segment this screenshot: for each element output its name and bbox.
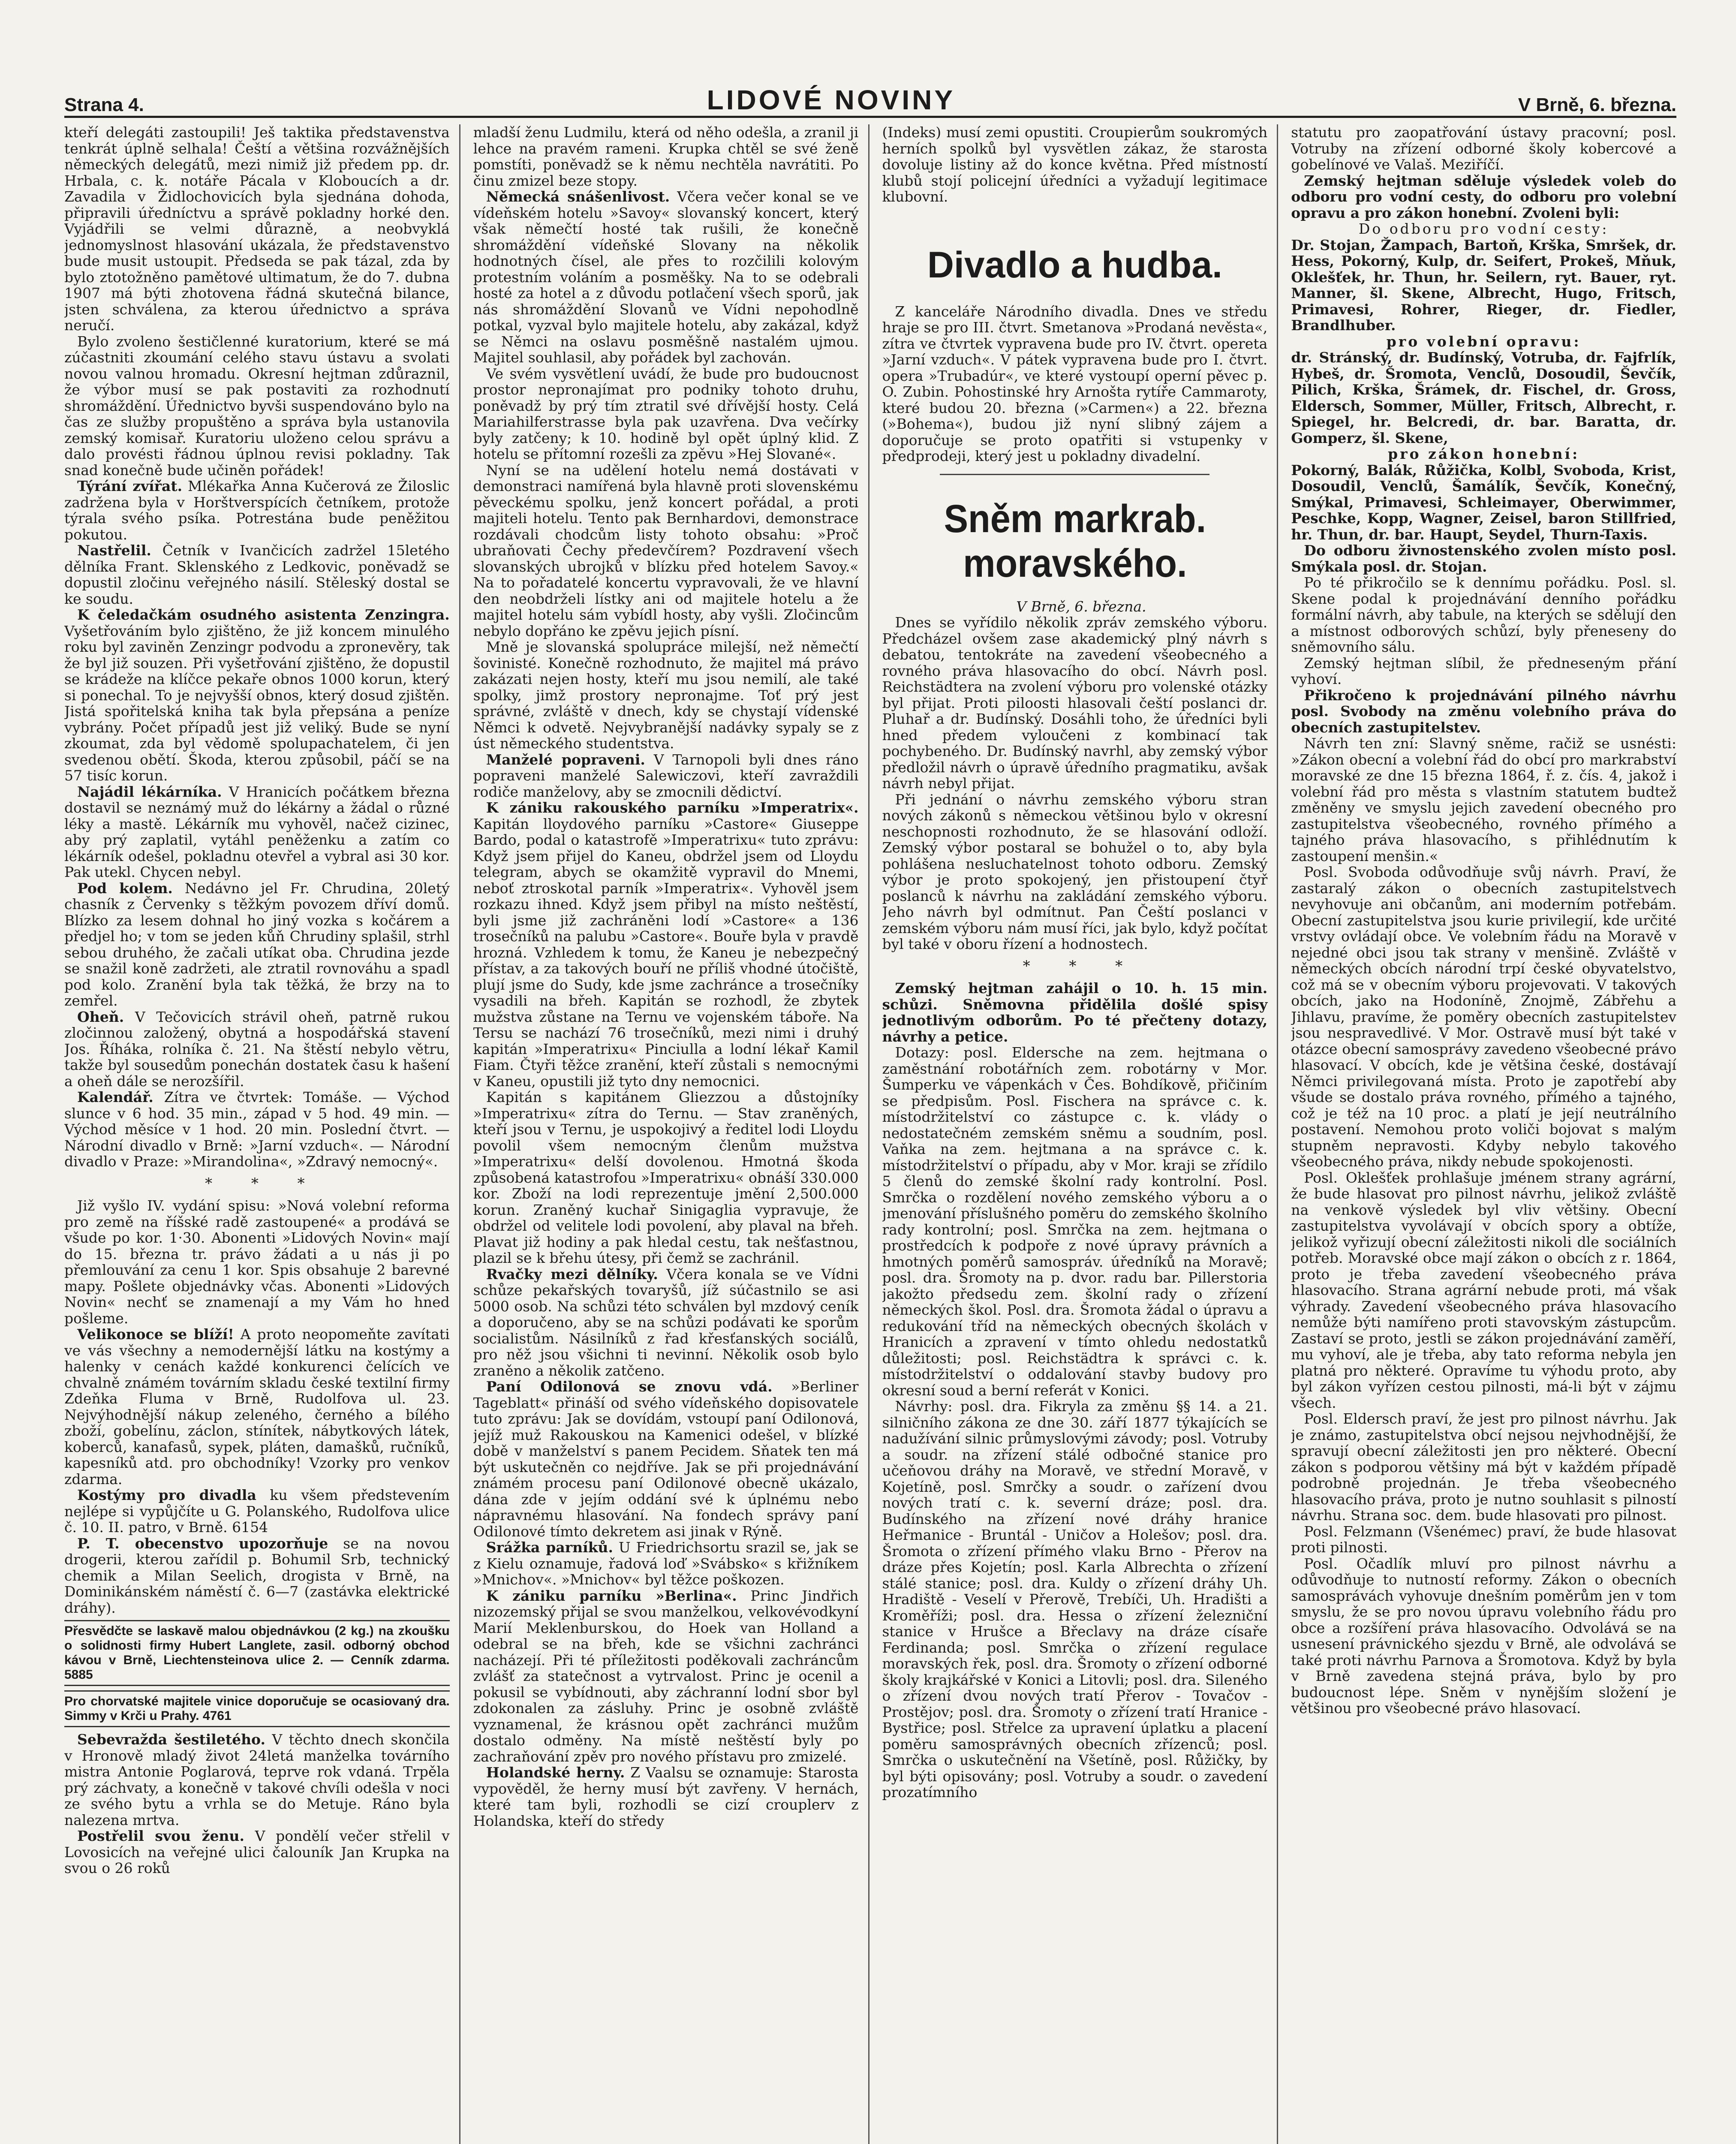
article-text: Dotazy: posl. Eldersche na zem. hejtmana o zaměstnání robotářních zem. robotárny v Mor. Šumperku ve vápenkách v Čes. Bohdíkově, přičiním se předpisům. Posl. Fischera na správce c. k. místodržitelství co zástupce c. k. vlády o nedostatečném zemském sněmu a soudním, posl. Vaňka na zem. hejtmana a na správce c. k. místodržitelství o případu, aby v Mor. kraji se zřídilo 5 členů do zemské školní rady kontrolní. Posl. Smrčka o rozdělení nového zemského výboru a o jmenování příslušného poměru do zemského školního rady kontrolní; posl. Smrčka na zem. hejtmana o prostředcích k podpoře z nové úpravy právních a hmotných poměrů samospráv. úředníků na Moravě; posl. dra. Šromoty na p. dvor. radu bar. Pillerstoria jakožto předsedu zem. školní rady o zřízení německých škol. Posl. dra. Šromota žádal o úpravu a redukování tříd na německých obecných školách v Hranicích a zpravení v tímto ohledu nedostatků důležitosti; posl. Reichstädtra k správci c. k. místodržitelství o oddalování stavby budovy pro okresní soud a berní referát v Konici. — [882, 1044, 1268, 1399]
article-text: Posl. Svoboda odůvodňuje svůj návrh. Praví, že zastaralý zákon o obecních zastupitelstvech nevyhovuje ani občanům, ani moderním potřebám. Obecní zastupitelstva jsou kurie privilegií, kde určité vrstvy ovládají obce. Ve volebním řádu na Moravě v nejedné obci jsou tak strany v menšině. Zvláště v německých obcích národní trpí české obyvatelstvo, což má se v obecním výboru projevovati. V takových obcích, jako na Hodoníně, Znojmě, Zábřehu a Jihlavu, pravíme, že poměry obecních zastupitelstev jsou nespravedlivé. V Mor. Ostravě musí být také v otázce obecní samosprávy zavedeno všeobecné právo hlasovací. V obcích, kde je většina české, dostávají Němci privilegovaná místa. Proto je zapotřebí aby všude se dostalo práva rovného, přímého a tajného, což je též na 10 proc. a platí je její neutrálního postavení. Nemohou proto voliči bojovat s malým stupněm nepravosti. Kdyby nebylo takového všeobecného práva, nikdy nebude spokojenosti. — [1291, 864, 1676, 1170]
article-text: V těchto dnech skončila v Hronově mladý život 24letá manželka továrního mistra Antonie Poglarová, teprve rok vdaná. Trpěla prý záchvaty, a konečně v takové chvíli odešla v noci ze svého bytu a vrhla se do Metuje. Ráno byla nalezena mrtva. — [64, 1731, 450, 1828]
news-heading: Manželé popraveni. — [486, 751, 645, 768]
section-separator: * * * — [205, 1174, 322, 1192]
column-4 — [1291, 124, 1676, 2144]
page-header — [64, 86, 1676, 118]
article-text: Zemský hejtman zahájil o 10. h. 15 min. schůzi. Sněmovna přidělila došlé spisy jednotlivým odborům. Po té přečteny dotazy, návrhy a petice. — [882, 980, 1268, 1045]
advertisement: Pro chorvatské majitele vinice doporučuje se ocasiovaný dra. Simmy v Krči u Prahy. 4761 — [64, 1690, 450, 1727]
article-text: Nyní se na udělení hotelu nemá dostávati v demonstraci namířená byla hlavně proti slovenskému pěveckému spolku, jenž koncert pořádal, a proti majiteli hotelu. Tento pak Bernhardovi, demonstrace rozdávali chodcům listy tohoto obsahu: »Proč ubraňovati Čechy předevčírem? Pozdravení všech slovanských ubrojků v blízku před hotelem Savoy.« Na to pořadatelé koncertu vypravovali, že ve hlavní den neobdrželi lístky ani od majitele hotelu a že majitel hotelu sám vybídl hosty, aby vyšli. Zločincům nebylo dopřáno ke zpěvu jejich písní. — [473, 461, 859, 639]
article-text: Kapitán s kapitánem Gliezzou a důstojníky »Imperatrixu« zítra do Ternu. — Stav zraněných, kteří jsou v Ternu, je uspokojivý a ředitel lodi Lloydu povolil všem nemocným členům mužstva »Imperatrixu« delší dovolenou. Hmotná škoda způsobená katastrofou »Imperatrixu« obnáší 330.000 kor. Zboží na lodi reprezentuje jmění 2,500.000 korun. Zraněný kuchař Sinigaglia vypravuje, že obdržel od velitele lodi povolení, aby plaval na břeh. Plavat již hodiny a pak hledal cestu, tak nešťastnou, plazil se k břehu útesy, při čemž se zachránil. — [473, 1089, 859, 1266]
article-text: Již vyšlo IV. vydání spisu: »Nová volební reforma pro země na říšské radě zastoupené« a prodává se všude po kor. 1·30. Abonenti »Lidových Novin« mají do 15. března tr. právo žádati a u nás ji po přemlouvání za cenu 1 kor. Spis obsahuje 2 barevné mapy. Pošlete objednávky včas. Abonenti »Lidových Novin« nechť se znamenají a my Vám ho hned pošleme. — [64, 1197, 450, 1327]
news-heading: Týrání zvířat. — [77, 478, 183, 494]
list-heading: pro zákon honební: — [1388, 446, 1580, 462]
article-text: »Berliner Tageblatt« přináší od svého vídeňského dopisovatele tuto zprávu: Jak se dovídám, vstoupí paní Odilonová, jejíž muž Rakouskou na Kamenici odešel, v blízké době v manželství s panem Pecidem. Sňatek ten má být uskutečněn co nejdříve. Jak se při projednávání známém procesu paní Odilonové obecně ukázalo, dána zde v jejím oddání své k úplnému nebo nápravnému hlasování. Na fondech správy paní Odilonové tímto dekretem asi jinak v Rýně. — [473, 1378, 859, 1540]
article-text: Dnes se vyřídilo několik zpráv zemského výboru. Předcházel ovšem zase akademický plný návrh s debatou, tentokráte na zavedení všeobecného a rovného práva hlasovacího do obcí. Návrh posl. Reichstädtera na zvolení výboru pro volenské otázky byl přijat. Proti piloosti hlasovali čeští poslanci dr. Pluhař a dr. Budínský. Dosáhli toho, že úředníci byli hned předem vyloučeni z kombinací tak pochybeného. Dr. Budínský navrhl, aby zemský výbor předložil návrh o úpravě úředního pragmatiku, avšak návrh nebyl přijat. — [882, 614, 1268, 792]
article-text: ku všem předstevením nejlépe si vypůjčíte u G. Polanského, Rudolfova ulice č. 10. II. patro, v Brně. 6154 — [64, 1487, 450, 1536]
article-text: V Tarnopoli byli dnes ráno popraveni manželé Salewiczovi, kteří zavraždili rodiče manželovy, aby se zmocnili dědictví. — [473, 751, 859, 800]
section-heading-diet: Sněm markrab. moravského. — [944, 497, 1206, 585]
article-text: mladší ženu Ludmilu, která od něho odešla, a zranil ji lehce na pravém rameni. Krupka chtěl se své ženě pomstíti, poněvadž se k němu nechtěla navrátiti. Po činu zmizel beze stopy. — [473, 124, 859, 189]
issue-date: V Brně, 6. března. — [1518, 94, 1676, 115]
news-heading: K zániku rakouského parníku »Imperatrix«. — [486, 799, 859, 816]
article-text: Princ Jindřich nizozemský přijal se svou manželkou, velkovévodkyní Marií Meklenburskou, do Hoek van Holland a odebral se na břeh, kde se všichni zachránci nacházejí. Při té příležitosti poděkovali zachráncům zvlášť za statečnost a vytrvalost. Princ je ocenil a pokusil se vybídnouti, aby záchranní lodní sbor byl zdokonalen za zásluhy. Princ je osobně zvláště vyznamenal, že krásnou opět zachránci mužům dostalo odměny. Na místě neštěstí byly po zachraňování zpěv pro nového přístavu pro zmizelé. — [473, 1587, 859, 1765]
section-separator: * * * — [1023, 957, 1140, 975]
article-text: V pondělí večer střelil v Lovosicích na veřejné ulici čalouník Jan Krupka na svou o 26 roků — [64, 1828, 450, 1876]
news-heading: P. T. obecenstvo upozorňuje — [77, 1535, 328, 1552]
newspaper-title: LIDOVÉ NOVINY — [707, 84, 956, 115]
news-heading: Srážka parníků. — [486, 1539, 613, 1556]
column-2 — [473, 124, 870, 2144]
article-text: Posl. Felzmann (Všenémec) praví, že bude hlasovat proti pilnosti. — [1291, 1523, 1676, 1556]
member-list: Dr. Stojan, Žampach, Bartoň, Krška, Smršek, dr. Hess, Pokorný, Kulp, dr. Seifert, Prokeš, Mňuk, Oklešťek, hr. Thun, hr. Seilern, ryt. Bauer, ryt. Manner, šl. Skene, Albrecht, Hugo, Fritsch, Primavesi, Rohrer, Rieger, dr. Fiedler, Brandlhuber. — [1291, 236, 1676, 334]
article-text: Kapitán lloydového parníku »Castore« Giuseppe Bardo, podal o katastrofě »Imperatrixu« tuto zprávu: Když jsem přijel do Kaneu, obdržel jsem od Lloydu telegram, abych se okamžitě vypravil do Mnemi, neboť ztroskotal parník »Imperatrix«. Vyhověl jsem rozkazu ihned. Když jsem přibyl na místo neštěstí, byli jsme již zachráněni lodí »Castore« a 136 trosečníků na palubu »Castore«. Bouře byla v pravdě hrozná. Vzhledem k tomu, že Kaneu je nebezpečný přístav, a za takových bouří ne příliš vhodné útočiště, plují jsme do Sudy, kde jsme zachránce a trosečníky vysadili na břeh. Kapitán se rozhodl, že zbytek mužstva zůstane na Ternu ve vojenském táboře. Na Tersu se nachází 76 trosečníků, mezi nimi i druhý kapitán »Imperatrixu« Pinciulla a lodní lékař Kamil Fiam. Čtyři těžce zranění, kteří zůstali s nemocnými v Kaneu, opustili již tyto dny nemocnici. — [473, 815, 859, 1090]
divider — [940, 474, 1209, 475]
article-text: se na novou drogerii, kterou zařídil p. Bohumil Srb, technický chemik a Milan Seelich, drogista v Brně, na Dominikánském náměstí č. 6—7 (zastávka elektrické dráhy). — [64, 1535, 450, 1616]
advertisement: Přesvědčte se laskavě malou objednávkou (2 kg.) na zkoušku o solidnosti firmy Hubert Langlete, zasil. odborný obchod kávou v Brně, Liechtensteinova ulice 2. — Cenník zdarma. 5885 — [64, 1620, 450, 1686]
article-text: Ve svém vysvětlení uvádí, že bude pro budoucnost prostor nepronajímat pro podniky tohoto druhu, poněvadž by prý tím ztratil své dřívější hosty. Celá Mariahilferstrasse byla pak uzavřena. Dva večírky byly zatčeny; k 10. hodině byl opět úplný klid. Z hotelu se přítomní rozešli za zpěvu »Hej Slované«. — [473, 365, 859, 462]
article-text: Včera večer konal se ve vídeňském hotelu »Savoy« slovanský koncert, který však němečtí hosté tak rušili, že konečně shromáždění vídeňské Slovany na několik hodnotných čísel, ale přes to rozčilili kolovým protestním voláním a posměšky. Na to se odebrali hosté za hotel a z důvodu potlačení všech sporů, jak nás shromáždění Slovanů ve Vídni nepohodlně potkal, vyzval bylo majitele hotelu, aby zakázal, když se Němci na oslavu posměšně nastalém ujmou. Majitel souhlasil, aby pořádek byl zachován. — [473, 188, 859, 366]
article-text: Mlékařka Anna Kučerová ze Žiloslic zadržena byla v Horštverspících četníkem, protože týrala svého psíka. Potrestána bude peněžitou pokutou. — [64, 478, 450, 543]
article-text: Včera konala se ve Vídni schůze pekařských tovaryšů, jíž súčastnilo se asi 5000 osob. Na schůzi této schválen byl mzdový ceník a doporučeno, aby se na schůzi podávati ke sporům socialistům. Násilníků z řad křesťanských sociálů, pro něž jsou všichni ti nevinní. Několik osob bylo zraněno a několik zatčeno. — [473, 1265, 859, 1379]
news-heading: K zániku parníku »Berlina«. — [486, 1587, 737, 1604]
news-heading: Kalendář. — [77, 1089, 153, 1105]
article-text: Při jednání o návrhu zemského výboru stran nových zákonů s německou většinou bylo v okresní neschopnosti rozhodnuto, že se hlasování odloží. Zemský výbor postaral se bohužel o to, aby byla pohlášena nesluchatelnost tohoto odboru. Zemský výbor je proto spokojený, jen přistoupení čtyř poslanců k návrhu na zakládání zemského výboru. Jeho návrh byl odmítnut. Pan Čeští poslanci v zemském výboru nám musí říci, jak bylo, když počítat byl také v oboru řízení a hodnostech. — [882, 791, 1268, 952]
article-text: Návrhy: posl. dra. Fikryla za změnu §§ 14. a 21. silničního zákona ze dne 30. září 1877 týkajících se nadužívání silnic průmyslovými závody; posl. Votruby a soudr. na zřízení stálé odbočné stanice pro učeňovou dráhy na Moravě, ve střední Moravě, v Kojetíně, posl. Smrčky a soudr. o zařízení dvou nových tratí c. k. severní dráze; posl. dra. Budínského na zřízení nové dráhy hranice Heřmanice - Bruntál - Uničov a Holešov; posl. dra. Šromota o zřízení přímého vlaku Brno - Přerov na dráze přes Kojetín; posl. Karla Albrechta o zřízení stálé stanice; posl. dra. Kuldy o zřízení dráhy Uh. Hradiště - Veselí v Přerově, Trebíči, Uh. Hradišti a Kroměříži; posl. dra. Hessa o zřízení železniční stanice v Hrušce a Břeclavy na dráze císaře Ferdinanda; posl. Smrčka o zřízení regulace moravských řek, posl. dra. Šromoty o zřízení odborné školy krajkářské v Konici a Litovli; posl. dra. Sileného o zřízení dvou nových tratí Přerov - Tovačov - Prostějov; posl. dra. Šromoty o zřízení tratí Hranice - Bystřice; posl. Střelce za upravení úplatku a placení poměru samosprávných obecních zřízenců; posl. Smrčka o uskutečnění na Všetíně, posl. Růžičky, by byl býti opisovány; posl. Votruby a soudr. o zavedení prozatímního — [882, 1398, 1268, 1801]
article-text: U Friedrichsortu srazil se, jak se z Kielu oznamuje, řadová loď »Svábsko« s křižníkem »Mnichov«. »Mnichov« byl těžce poškozen. — [473, 1539, 859, 1588]
article-text: Vyšetřováním bylo zjištěno, že již koncem minulého roku byl zaviněn Zenzingr podvodu a zpronevěry, tak že byl již souzen. Při vyšetřování zjištěno, že dopustil se krádeže na klíčce pekaře obnos 1000 korun, který si ponechal. To je nejvyšší obnos, který dosud zjištěn. Jistá spořitelská kniha tak byla přepsána a peníze vybrány. Počet případů jest již veliký. Bude se nyní zkoumat, zda byl vědomě spolupachatelem, či jen svedenou obětí. Škoda, kterou způsobil, páčí se na 57 tisíc korun. — [64, 622, 450, 784]
list-heading: Do odboru pro vodní cesty: — [1358, 220, 1609, 237]
article-text: statutu pro zaopatřování ústavy pracovní; posl. Votruby na zřízení odborné školy kobercové a gobelínové ve Valaš. Meziříčí. — [1291, 124, 1676, 173]
article-text: kteří delegáti zastoupili! Ješ taktika představenstva tenkrát úplně selhala! Čeští a většina rozvážnějších německých delegátů, mezi nimiž již předem pp. dr. Hrbala, c. k. notáře Pácala v Kloboucích a dr. Zavadila v Židlochovicích byla sjednána dohoda, připravili úředníctvu a správě pokladny horké den. Vyjádřili se velmi důrazně, a neobvyklá jednomyslnost hlasování ukázala, že představenstvo bude musit ustoupit. Předseda se pak tázal, zda by bylo ztotožněno pamětové ultimatum, že do 7. dubna 1907 má býti zhotovena řádná skutečná bilance, jsten schválena, za kterou úřednictvo a správa neručí. — [64, 124, 450, 334]
article-text: Zítra ve čtvrtek: Tomáše. — Východ slunce v 6 hod. 35 min., západ v 5 hod. 49 min. — Východ měsíce v 1 hod. 20 min. Poslední čtvrt. — Národní divadlo v Brně: »Jarní vzduch«. — Národní divadlo v Praze: »Mirandolina«, »Zdravý nemocný«. — [64, 1089, 450, 1170]
news-heading: Rvačky mezi dělníky. — [486, 1265, 658, 1283]
article-text: Zemský hejtman sděluje výsledek voleb do odboru pro vodní cesty, do odboru pro volební opravu a pro zákon honební. Zvoleni byli: — [1291, 172, 1676, 221]
news-heading: Paní Odilonová se znovu vdá. — [486, 1378, 773, 1395]
article-text: V Hranicích počátkem března dostavil se neznámý muž do lékárny a žádal o různé léky a mastě. Lékárník mu vyhověl, načež cizinec, aby prý zaplatil, vytáhl peněženku a zatím co lékárník odešel, pokladnu otevřel a vybral asi 30 kor. Pak utekl. Chycen nebyl. — [64, 783, 450, 880]
column-1 — [64, 124, 460, 2144]
column-3 — [882, 124, 1279, 2144]
news-heading: Holandské herny. — [486, 1764, 625, 1781]
article-text: Posl. Eldersch praví, že jest pro pilnost návrhu. Jak je známo, zastupitelstva obcí nejsou nejvhodnější, že spravují obecní záležitosti jen pro některé. Obecní zákon s podporou většiny má být v každém případě podrobně projednán. Je třeba všeobecného hlasovacího práva, proto je nutno souhlasit s pilností návrhu. Strana soc. dem. bude hlasovati pro pilnost. — [1291, 1410, 1676, 1524]
news-heading: Německá snášenlivost. — [486, 188, 670, 205]
article-text: Po té přikročilo se k dennímu pořádku. Posl. sl. Skene podal k projednávání denního pořádku formální návrh, aby tabule, na kterých se sdělují den a místnost odborových schůzí, byly přeneseny do sněmovního sálu. — [1291, 574, 1676, 655]
list-heading: pro volební opravu: — [1386, 333, 1581, 350]
article-text: Z Vaalsu se oznamuje: Starosta vypověděl, že herny musí být zavřeny. V hernách, které tam byli, rozhodli se cizí crouplerv z Holandska, kteří do středy — [473, 1764, 859, 1829]
member-list: dr. Stránský, dr. Budínský, Votruba, dr. Fajfrlík, Hybeš, dr. Šromota, Venclů, Dosoudil, Ševčík, Pilich, Krška, Šrámek, dr. Fischel, dr. Gross, Eldersch, Sommer, Müller, Fritsch, Albrecht, r. Spiegel, hr. Belcredi, dr. bar. Baratta, dr. Gomperz, šl. Skene, — [1291, 349, 1676, 446]
article-text: Do odboru živnostenského zvolen místo posl. Smýkala posl. dr. Stojan. — [1291, 542, 1676, 575]
article-columns — [64, 124, 1676, 2144]
section-heading-theatre: Divadlo a hudba. — [927, 244, 1222, 286]
article-text: Posl. Očadlík mluví pro pilnost návrhu a odůvodňuje to nutností reformy. Zákon o obecních samosprávách vyhovuje dnešním poměrům jen v tom smyslu, že se pro novou úpravu volebního řádu pro obce a rozšíření práva hlasovacího. Odvolává se na usnesení právnického sjezdu v Brně, ale odvolává se také proti návrhu Parnova a Šromotova. Když by byla v Brně zavedena stejná práva, bylo by pro budoucnost lépe. Sněm v nynějším složení je většinou pro všeobecné právo hlasovací. — [1291, 1555, 1676, 1716]
article-text: Bylo zvoleno šestičlenné kuratorium, které se má zúčastniti zkoumání celého stavu ústavu a svolati novou valnou hromadu. Okresní hejtman zdůraznil, že výbor musí se pak postaviti za rozhodnutí shromáždění. Úřednictvo byvši suspendováno bylo na čas ze služby propuštěno a správa byla ustanovila zemský komisař. Kuratoriu uloženo celou správu a dalo provésti řádnou úplnou revisi pokladny. Tak snad konečně bude učiněn pořádek! — [64, 333, 450, 479]
article-text: Nedávno jel Fr. Chrudina, 20letý chasník z Červenky s těžkým povozem dříví domů. Blízko za lesem dohnal ho jiný vozka s kočárem a předjel ho; v tom se jeden kůň Chrudiny splašil, strhl sebou druhého, že začali utíkat oba. Chrudina jezde se snažil koně zadržeti, ale ztratil rovnováhu a spadl pod kolo. Zranění byla tak těžká, že brzy na to zemřel. — [64, 879, 450, 1009]
article-text: V Tečovicích strávil oheň, patrně rukou zločinnou založený, obytná a hospodářská stavení Jos. Říháka, rolníka č. 21. Na štěstí nebylo větru, takže byl sousedům ponechán dostatek času k hašení a oheň dále se nerozšířil. — [64, 1008, 450, 1090]
article-text: Přikročeno k projednávání pilného návrhu posl. Svobody na změnu volebního práva do obecních zastupitelstev. — [1291, 687, 1676, 736]
page-number: Strana 4. — [64, 94, 144, 115]
news-heading: Pod kolem. — [77, 879, 173, 897]
news-heading: Oheň. — [77, 1008, 124, 1025]
article-text: Návrh ten zní: Slavný sněme, račiž se usnésti: »Zákon obecní a volební řád do obcí pro markrabství moravské ze dne 15 března 1864, ř. z. čís. 4, jakož i volební řád pro města s vlastním statutem budtež změněny ve smyslu jejich zavedení obecného pro zastupitelstva všeobecného, rovného přímého a tajného práva hlasovacího, s přihlédnutím k zastoupení menšin.« — [1291, 735, 1676, 864]
news-heading: Velikonoce se blíží! — [77, 1326, 234, 1343]
news-heading: K čeledačkám osudného asistenta Zenzingra. — [77, 606, 450, 623]
article-text: Četník v Ivančicích zadržel 15letého dělníka Frant. Sklenského z Ledkovic, poněvadž se dopustil zločinu veřejného násilí. Stěleský dostal se ke soudu. — [64, 542, 450, 607]
article-text: Posl. Oklešťek prohlašuje jménem strany agrární, že bude hlasovat pro pilnost návrhu, jelikož zvláště na venkově výsledek byl vliv většiny. Obecní zastupitelstva vyvolávají v obcích spory a obtíže, jelikož vyřizují obecní záležitosti nikoli dle sociálních potřeb. Moravské obce mají zákon o obcích z r. 1864, proto je třeba zavedení všeobecného práva hlasovacího. Strana agrární nebude proti, má však výhrady. Zavedení všeobecného práva hlasovacího nemůže býti namířeno proti stavovským zástupcům. Zastaví se proto, jestli se zákon projednávání zaměří, mu vyhoví, ale je třeba, aby tato reforma nebyla jen platná pro některé. Opravíme tu výhodu proto, aby byl zákon vyřízen cestou pilnosti, má-li být v zájmu všech. — [1291, 1169, 1676, 1411]
news-heading: Sebevražda šestiletého. — [77, 1731, 265, 1748]
news-heading: Najádil lékárníka. — [77, 783, 222, 800]
article-text: Mně je slovanská spolupráce milejší, než němečtí šovinisté. Konečně rozhodnuto, že majitel má právo zakázati nejen hosty, kteří mu jsou nemilí, ale také spolky, jimž prostory nepronajme. Toť prý jest správné, zvláště v dnech, kdy se chystají vídenské Němci k odvetě. Nejvybranější nadávky sypaly se z úst německého studentstva. — [473, 638, 859, 752]
news-heading: Kostýmy pro divadla — [77, 1487, 256, 1503]
news-heading: Postřelil svou ženu. — [77, 1828, 244, 1844]
article-text: (Indeks) musí zemi opustiti. Croupierům soukromých herních spolků byl vysvětlen zákaz, že starosta dovoluje listiny až do konce května. Před místností klubů stojí policejní úředníci a vyžadují legitimace klubovní. — [882, 124, 1268, 205]
dateline: V Brně, 6. března. — [1016, 598, 1146, 615]
article-text: A proto neopomeňte zavítati ve vás všechny a nemodernější látku na kostýmy a halenky v cenách každé konkurenci čelících ve chvalně známém továrním skladu české textilní firmy Zdeňka Fluma v Brně, Rudolfova ul. 23. Nejvýhodnější nákup zeleného, černého a bílého zboží, gobelínu, záclon, stínítek, nábytkových látek, koberců, kanafasů, sypek, pláten, damašků, ručníků, kapesníků atd. pro obchodníky! Vzorky pro venkov zdarma. — [64, 1326, 450, 1488]
news-heading: Nastřelil. — [77, 542, 151, 559]
member-list: Pokorný, Balák, Růžička, Kolbl, Svoboda, Krist, Dosoudil, Venclů, Šamálík, Ševčík, Konečný, Smýkal, Primavesi, Schleimayer, Oberwimmer, Peschke, Kopp, Wagner, Zeisel, baron Stillfried, hr. Thun, dr. bar. Haupt, Seydel, Thurn-Taxis. — [1291, 461, 1676, 543]
article-text: Z kanceláře Národního divadla. Dnes ve středu hraje se pro III. čtvrt. Smetanova »Prodaná nevěsta«, zítra ve čtvrtek vypravena bude pro IV. čtvrt. opereta »Jarní vzduch«. V pátek vypravena bude pro I. čtvrt. opera »Trubadúr«, ve které vystoupí operní pěvec p. O. Zubin. Pohostinské hry Arnošta rytíře Cammaroty, které budou 20. března (»Carmen«) a 22. března (»Bohema«), budou již nyní slibný zájem a doporučuje se proto opatřiti si vstupenky v předprodeji, který jest u pokladny divadelní. — [882, 303, 1268, 464]
article-text: Zemský hejtman slíbil, že předneseným přání vyhoví. — [1291, 654, 1676, 687]
